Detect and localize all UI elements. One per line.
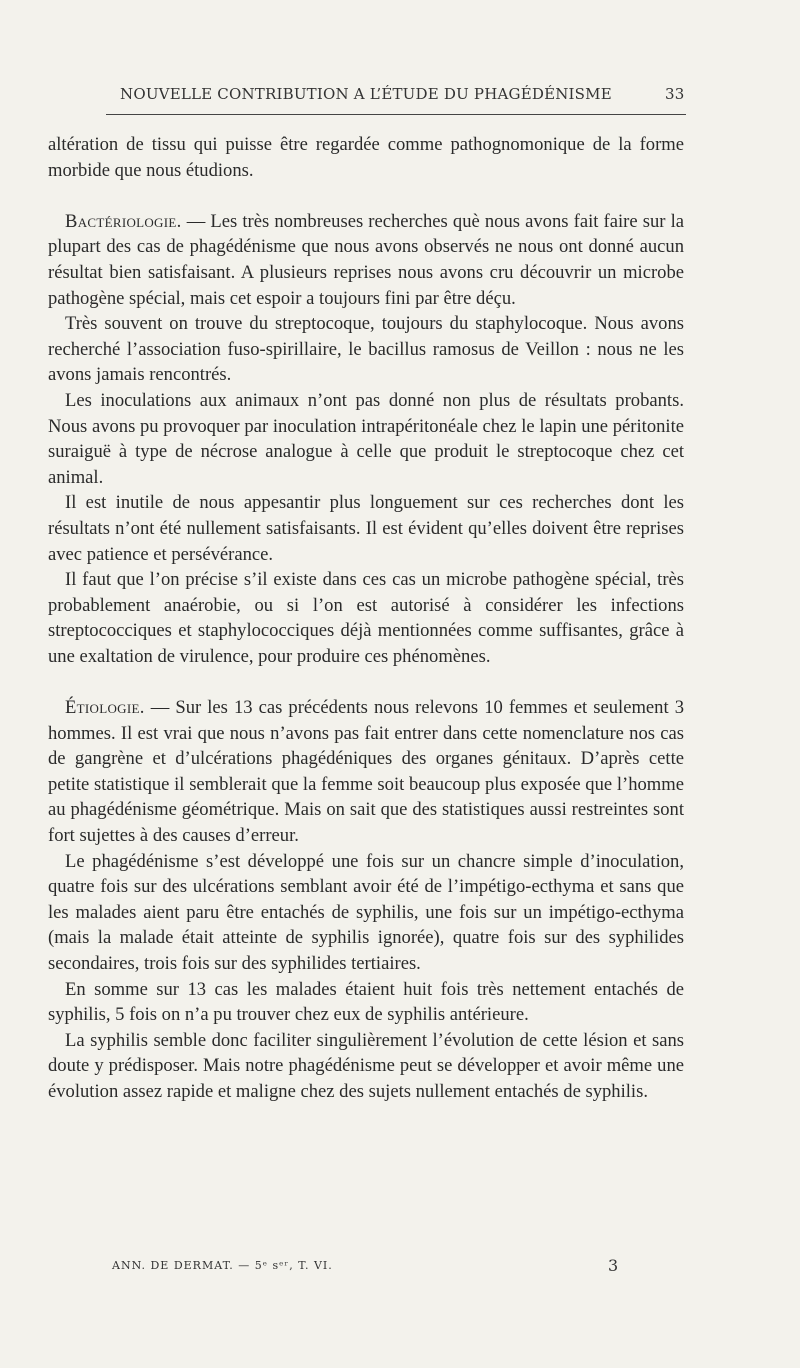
header-rule: [106, 114, 686, 115]
paragraph-8: Le phagédénisme s’est développé une fois sur un chancre simple d’inoculation, quatre fois sur des ulcérations semblant avoir été de l’impétigo-ecthyma et sans que les malades aient paru être entachés de syphilis, une fois sur un impétigo-ecthyma (mais la malade était atteinte de syphilis ignorée), quatre fois sur des syphilides secondaires, trois fois sur des syphilides tertiaires.: [48, 850, 684, 974]
paragraph-7-text: — Sur les 13 cas précédents nous relevons 10 femmes et seulement 3 hommes. Il est vrai que nous n’avons pas fait entrer dans cette nomenclature nos cas de gangrène et d’ulcérations phagédéniques des organes génitaux. D’après cette petite statistique il semblerait que la femme soit beaucoup plus exposée que l’homme au phagédénisme géométrique. Mais on sait que des statistiques aussi restreintes sont fort sujettes à des causes d’erreur.: [48, 697, 684, 847]
paragraph-5: Il est inutile de nous appesantir plus longuement sur ces recherches dont les résultats n’ont été nullement satisfaisants. Il est évident qu’elles doivent être reprises avec patience et persévérance.: [48, 492, 684, 565]
sheet-number: 3: [608, 1256, 619, 1275]
paragraph-4: Les inoculations aux animaux n’ont pas donné non plus de résultats probants. Nous avons pu provoquer par inoculation intrapéritonéale chez le lapin une péritonite suraiguë à type de nécrose analogue à celle que produit le streptocoque chez cet animal.: [48, 389, 684, 488]
paragraph-6: Il faut que l’on précise s’il existe dans ces cas un microbe pathogène spécial, très probablement anaérobie, ou si l’on est autorisé à considérer les infections streptococciques et staphylococciques déjà mentionnées comme suffisantes, grâce à une exaltation de virulence, pour produire ces phénomènes.: [48, 569, 684, 667]
paragraph-10: La syphilis semble donc faciliter singulièrement l’évolution de cette lésion et sans doute y prédisposer. Mais notre phagédénisme peut se développer et avoir même une évolution assez rapide et maligne chez des sujets nullement entachés de syphilis.: [48, 1029, 684, 1102]
journal-signature: ANN. DE DERMAT. — 5ᵉ sᵉʳ, T. VI.: [112, 1259, 333, 1272]
paragraph-3: Très souvent on trouve du streptocoque, toujours du staphylocoque. Nous avons recherché l’association fuso-spirillaire, le bacillus ramosus de Veillon : nous ne les avons jamais rencontrés.: [48, 313, 684, 386]
paragraph-2-text: — Les très nombreuses recherches què nous avons fait faire sur la plupart des cas de phagédénisme que nous avons observés ne nous ont donné aucun résultat bien satisfaisant. A plusieurs reprises nous avons cru découvrir un microbe pathogène spécial, mais cet espoir a toujours fini par être déçu.: [48, 210, 684, 309]
running-head-title: NOUVELLE CONTRIBUTION A L’ÉTUDE DU PHAGÉDÉNISME: [120, 85, 612, 103]
paragraph-1: altération de tissu qui puisse être regardée comme pathognomonique de la forme morbide que nous étudions.: [48, 134, 684, 181]
paragraph-9: En somme sur 13 cas les malades étaient huit fois très nettement entachés de syphilis, 5 fois on n’a pu trouver chez eux de syphilis antérieure.: [48, 978, 684, 1026]
paragraph-etiologie: [48, 695, 684, 849]
page-number: 33: [665, 85, 685, 103]
page-footer: [112, 1256, 632, 1275]
paragraph-bacteriologie: [48, 209, 684, 311]
section-heading-bacteriologie: Bactériologie.: [65, 210, 182, 232]
body-text: [48, 132, 684, 1105]
running-head: [120, 85, 720, 103]
section-heading-etiologie: Étiologie.: [65, 697, 145, 719]
